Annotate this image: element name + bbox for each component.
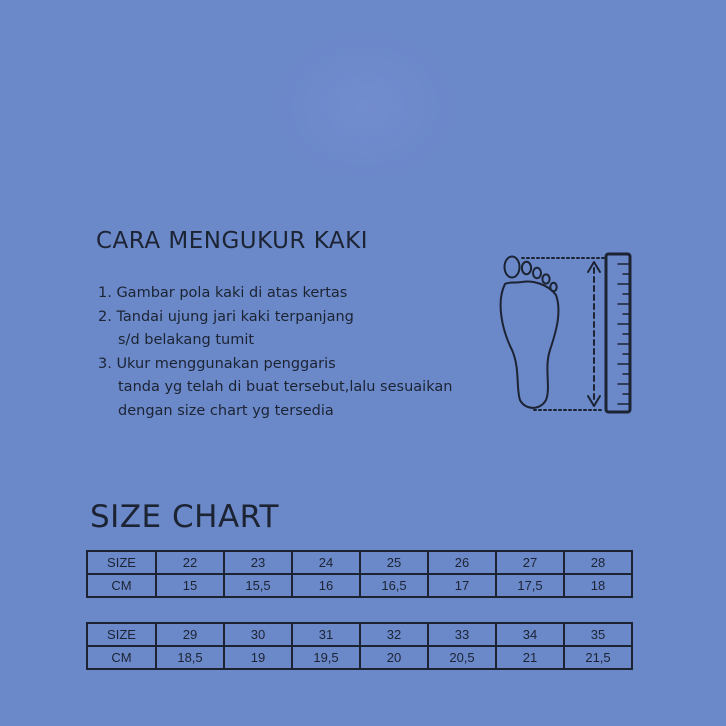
table-row [87, 551, 632, 574]
table-row [87, 623, 632, 646]
cm-cell: 17,5 [496, 574, 564, 597]
cm-cell: 19 [224, 646, 292, 669]
step-3: 3. Ukur menggunakan penggaris [98, 355, 336, 372]
cm-cell: 15 [156, 574, 224, 597]
step-2-continued: s/d belakang tumit [118, 332, 255, 348]
row-label-size: SIZE [87, 551, 156, 574]
cm-cell: 20 [360, 646, 428, 669]
size-cell: 28 [564, 551, 632, 574]
cm-cell: 15,5 [224, 574, 292, 597]
cm-cell: 18 [564, 574, 632, 597]
size-cell: 26 [428, 551, 496, 574]
size-table-2 [86, 622, 633, 670]
row-label-size: SIZE [87, 623, 156, 646]
table-row [87, 574, 632, 597]
size-chart-title: SIZE CHART [90, 499, 279, 535]
cm-cell: 21 [496, 646, 564, 669]
cm-cell: 18,5 [156, 646, 224, 669]
size-cell: 31 [292, 623, 360, 646]
size-cell: 24 [292, 551, 360, 574]
step-3-continued-2: dengan size chart yg tersedia [118, 402, 334, 419]
cm-cell: 21,5 [564, 646, 632, 669]
measure-heading: CARA MENGUKUR KAKI [96, 228, 368, 254]
size-cell: 22 [156, 551, 224, 574]
cm-cell: 17 [428, 574, 496, 597]
size-table-1 [86, 550, 633, 598]
step-2: 2. Tandai ujung jari kaki terpanjang [98, 308, 354, 325]
row-label-cm: CM [87, 574, 156, 597]
table-row [87, 646, 632, 669]
background-watermark [262, 22, 468, 190]
size-cell: 32 [360, 623, 428, 646]
cm-cell: 16 [292, 574, 360, 597]
foot-ruler-icon [498, 250, 638, 416]
size-cell: 25 [360, 551, 428, 574]
cm-cell: 20,5 [428, 646, 496, 669]
size-cell: 27 [496, 551, 564, 574]
cm-cell: 16,5 [360, 574, 428, 597]
size-cell: 33 [428, 623, 496, 646]
row-label-cm: CM [87, 646, 156, 669]
measure-steps [98, 282, 452, 423]
cm-cell: 19,5 [292, 646, 360, 669]
size-cell: 23 [224, 551, 292, 574]
step-1: 1. Gambar pola kaki di atas kertas [98, 285, 348, 301]
size-cell: 34 [496, 623, 564, 646]
size-cell: 29 [156, 623, 224, 646]
size-cell: 30 [224, 623, 292, 646]
step-3-continued: tanda yg telah di buat tersebut,lalu sesuaikan [118, 379, 453, 395]
size-cell: 35 [564, 623, 632, 646]
